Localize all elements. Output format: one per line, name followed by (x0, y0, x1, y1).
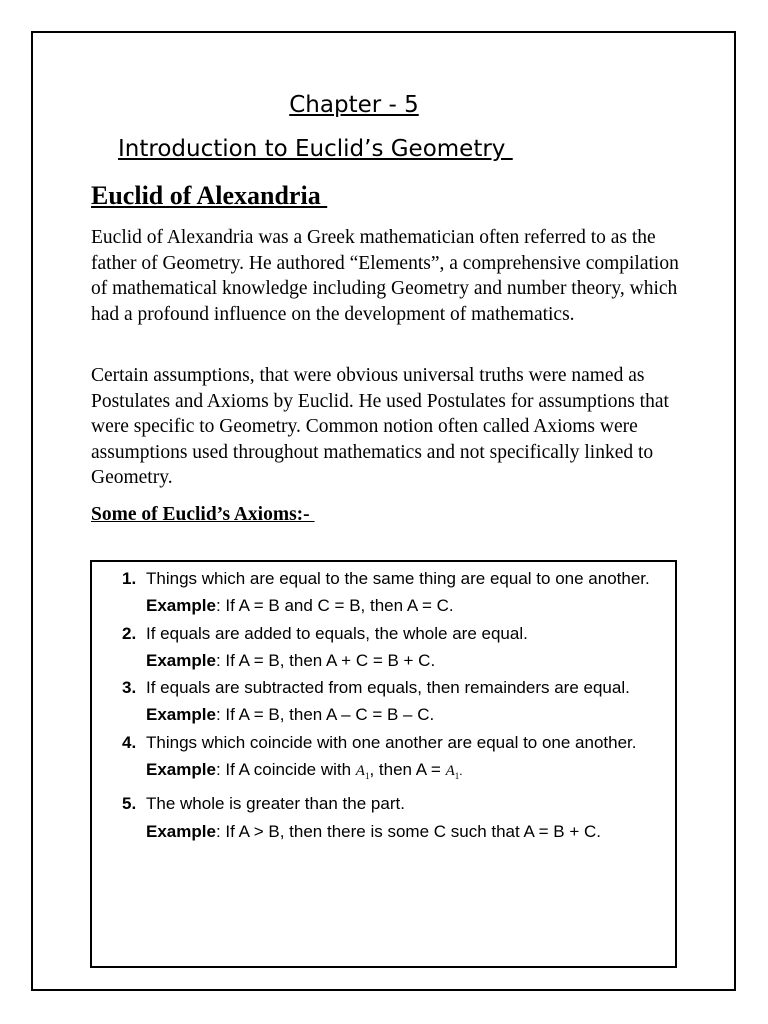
example-label: Example (146, 705, 216, 725)
axiom-item-3 (122, 674, 662, 729)
axioms-list (122, 565, 662, 845)
assumptions-paragraph: Certain assumptions, that were obvious universal truths were named as Postulates and Axioms by Euclid. He used Postulates for assumptions that were specific to Geometry. Common notion often called Axioms were assumptions used throughout mathematics and not specifically linked to Geometry. (91, 365, 669, 489)
axiom-statement: The whole is greater than the part. (146, 794, 405, 814)
axiom-statement: Things which are equal to the same thing are equal to one another. (146, 569, 650, 588)
axiom-example (146, 647, 662, 674)
axiom-item-2 (122, 620, 662, 675)
axiom-statement: If equals are added to equals, the whole are equal. (146, 623, 528, 643)
example-label: Example (146, 760, 216, 780)
math-symbol: A (355, 763, 365, 780)
axiom-statement: Things which coincide with one another are equal to one another. (146, 732, 637, 752)
example-label: Example (146, 821, 216, 841)
math-subscript: 1 (364, 771, 370, 782)
axiom-example (146, 756, 662, 790)
section-heading: Euclid of Alexandria (91, 181, 328, 210)
axiom-number: 3. (122, 678, 137, 698)
example-label: Example (146, 650, 216, 670)
math-subscript: 1 (454, 771, 460, 782)
axiom-statement: If equals are subtracted from equals, then remainders are equal. (146, 678, 630, 698)
axiom-item-5 (122, 790, 662, 845)
example-text-before: : If A coincide with (215, 760, 356, 780)
axiom-example (146, 818, 662, 845)
axiom-example (146, 592, 662, 619)
chapter-title: Introduction to Euclid’s Geometry (118, 136, 513, 162)
example-text-middle: , then A = (369, 760, 446, 780)
math-symbol: A (445, 763, 455, 780)
axiom-number: 1. (122, 569, 137, 588)
axioms-heading: Some of Euclid’s Axioms:- (91, 504, 315, 525)
math-symbol-a1 (445, 763, 463, 782)
axiom-item-4 (122, 729, 662, 791)
example-text-after: . (459, 763, 463, 779)
example-label: Example (146, 596, 216, 616)
axiom-number: 4. (122, 732, 137, 752)
axiom-example (146, 701, 662, 728)
chapter-heading: Chapter - 5 (289, 92, 419, 118)
axiom-item-1 (122, 565, 662, 620)
math-symbol-a1 (355, 763, 370, 782)
intro-paragraph: Euclid of Alexandria was a Greek mathematician often referred to as the father of Geometry. He authored “Elements”, a comprehensive compilation of mathematical knowledge including Geometry and number theory, which had a profound influence on the development of mathematics. (91, 227, 679, 325)
example-text: : If A = B, then A + C = B + C. (215, 650, 436, 670)
example-text: : If A = B and C = B, then A = C. (215, 596, 454, 616)
axiom-number: 5. (122, 794, 137, 814)
axiom-number: 2. (122, 623, 137, 643)
example-text: : If A > B, then there is some C such that A = B + C. (215, 821, 602, 841)
example-text: : If A = B, then A – C = B – C. (215, 705, 435, 725)
